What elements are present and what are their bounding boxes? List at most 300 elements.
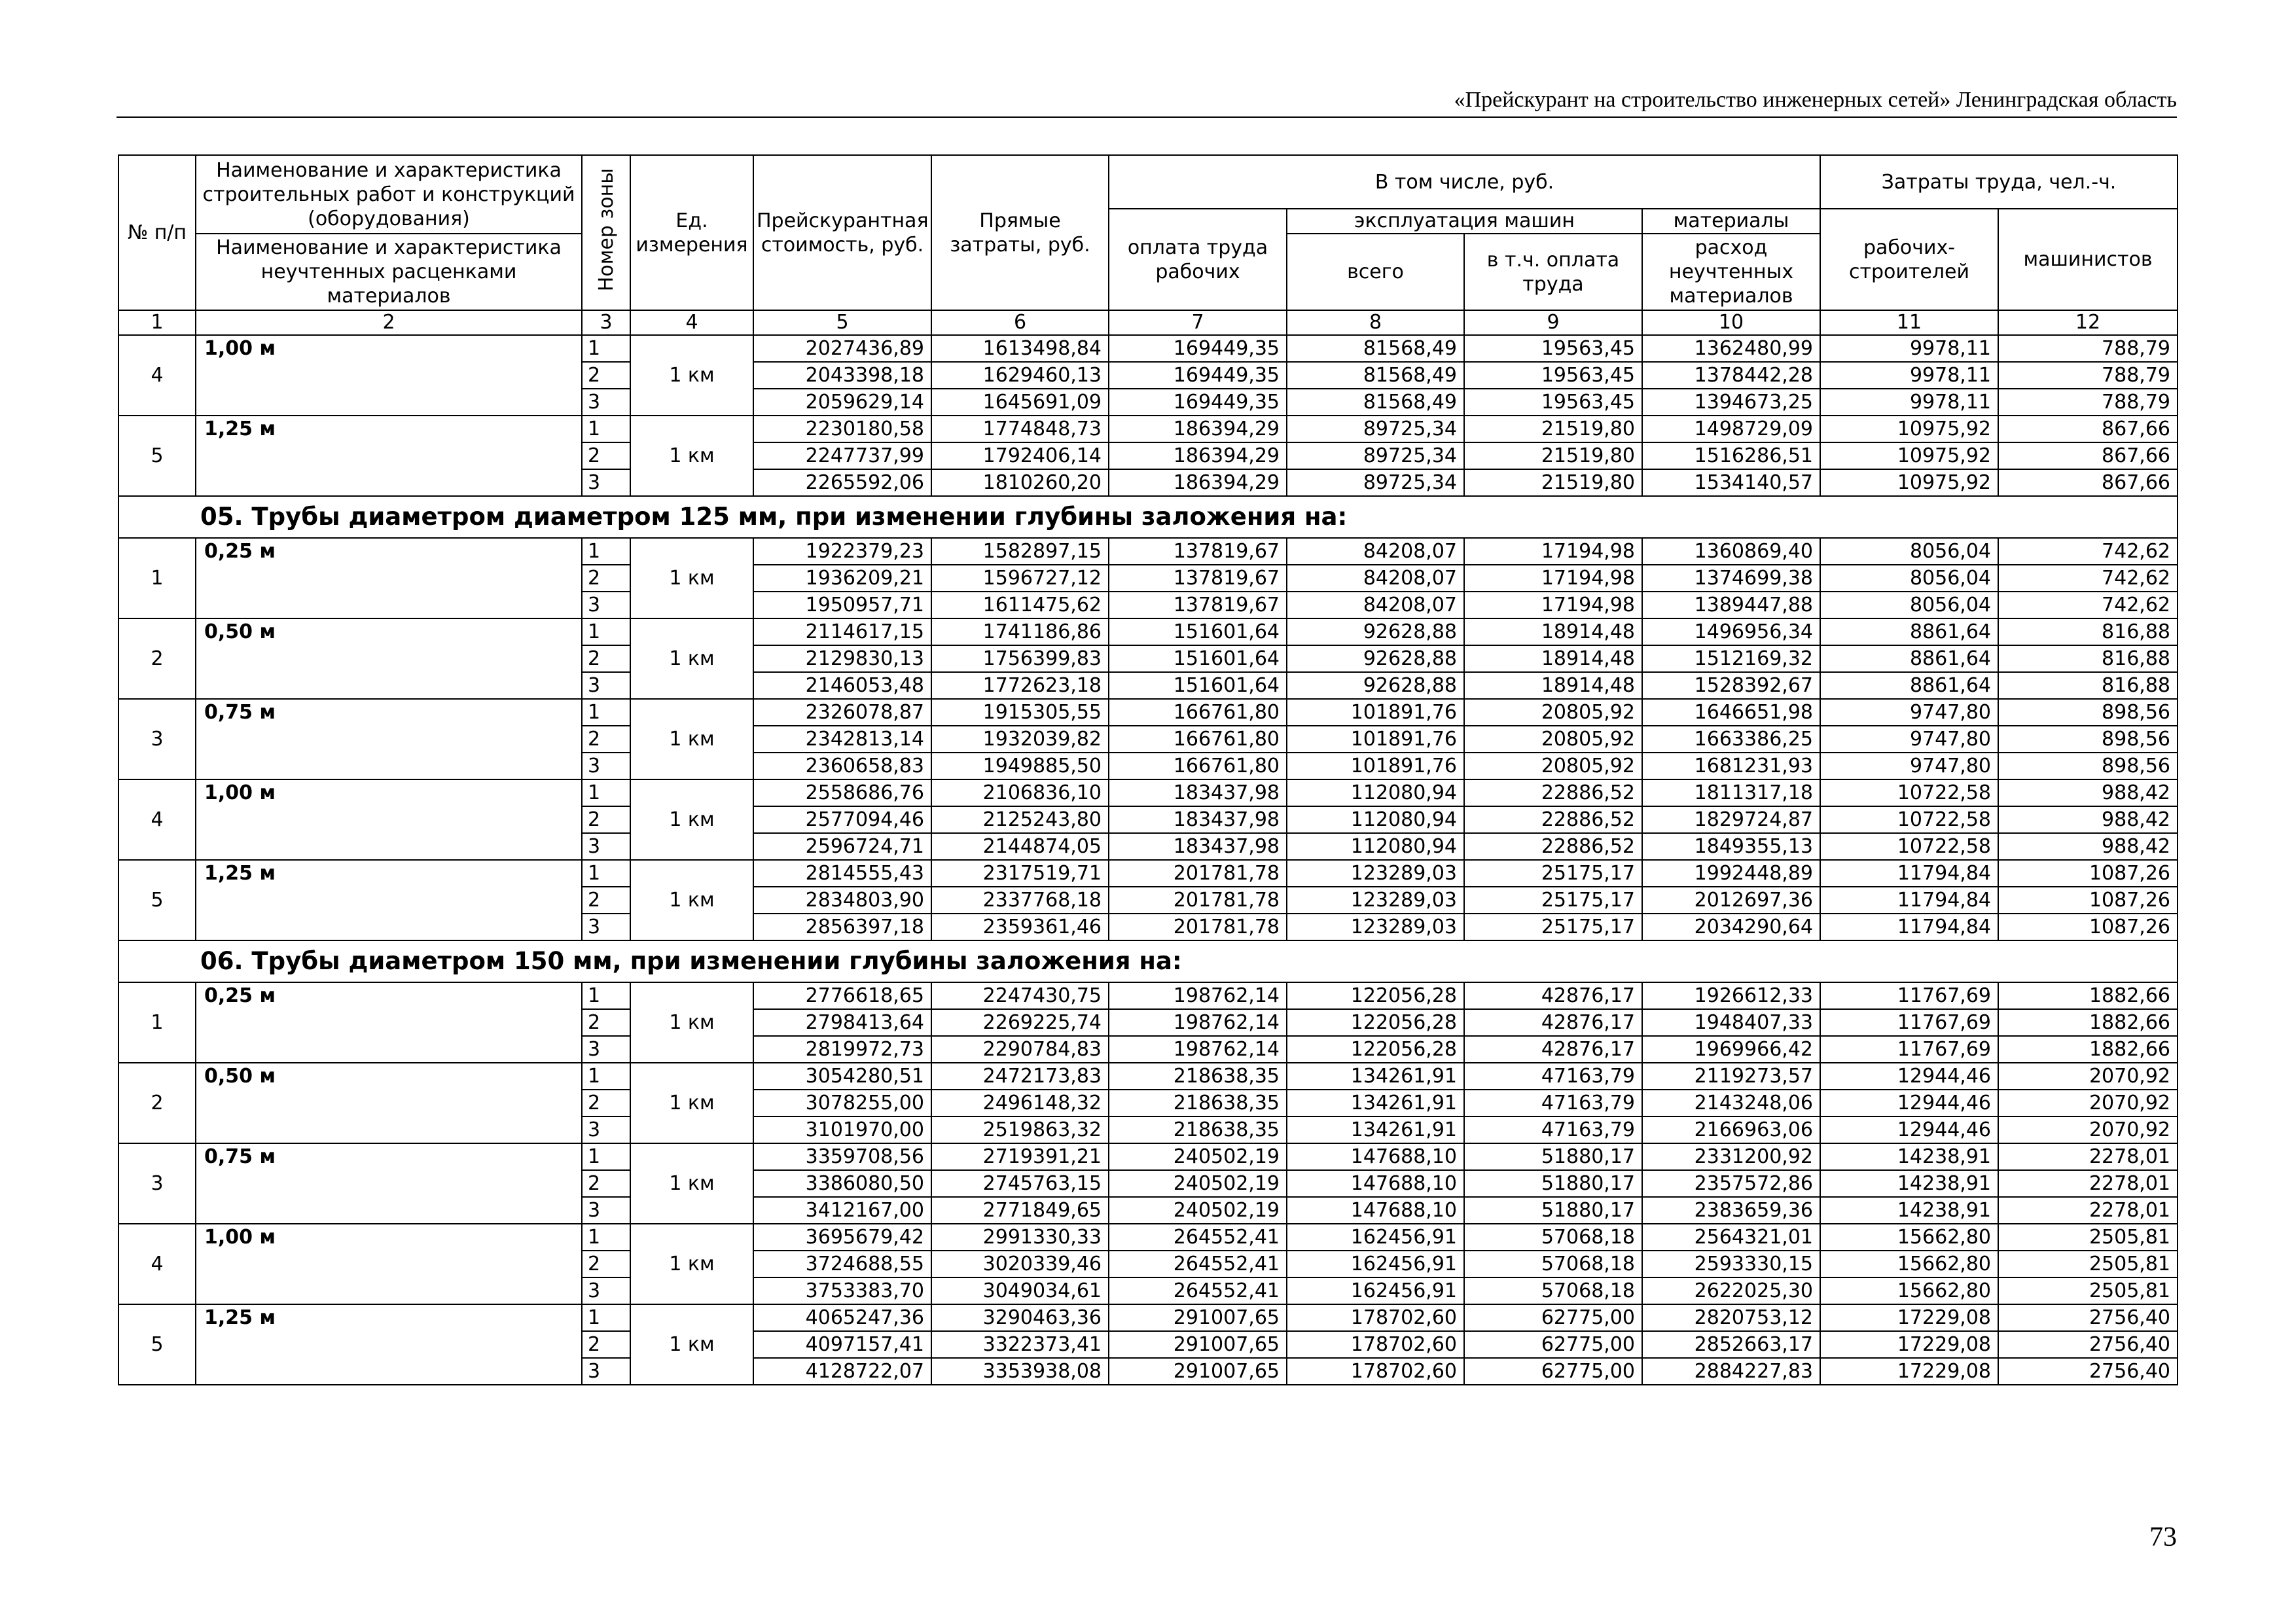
labor-pay-cell: 198762,14 — [1109, 1009, 1287, 1036]
materials-cell: 1378442,28 — [1642, 362, 1820, 389]
machines-total-cell: 134261,91 — [1287, 1063, 1464, 1090]
machines-total-cell: 122056,28 — [1287, 1036, 1464, 1063]
zone-cell: 3 — [582, 672, 630, 699]
direct-cost-cell: 1792406,14 — [931, 442, 1109, 469]
column-number-cell: 11 — [1820, 310, 1998, 335]
unit-cell: 1 км — [630, 982, 753, 1063]
header-labor-costs: Затраты труда, чел.-ч. — [1820, 155, 2178, 209]
workers-labor-cell: 8861,64 — [1820, 645, 1998, 672]
column-number-cell: 2 — [196, 310, 582, 335]
direct-cost-cell: 2991330,33 — [931, 1224, 1109, 1251]
machines-total-cell: 89725,34 — [1287, 416, 1464, 442]
machines-total-cell: 123289,03 — [1287, 887, 1464, 914]
machinists-labor-cell: 2070,92 — [1998, 1090, 2178, 1116]
machines-total-cell: 92628,88 — [1287, 645, 1464, 672]
direct-cost-cell: 1915305,55 — [931, 699, 1109, 726]
materials-cell: 1969966,42 — [1642, 1036, 1820, 1063]
labor-pay-cell: 169449,35 — [1109, 335, 1287, 362]
direct-cost-cell: 1774848,73 — [931, 416, 1109, 442]
workers-labor-cell: 8861,64 — [1820, 618, 1998, 645]
row-number-cell: 2 — [118, 618, 196, 699]
materials-cell: 1512169,32 — [1642, 645, 1820, 672]
machines-labor-cell: 51880,17 — [1464, 1143, 1642, 1170]
direct-cost-cell: 2144874,05 — [931, 833, 1109, 860]
labor-pay-cell: 240502,19 — [1109, 1143, 1287, 1170]
direct-cost-cell: 2125243,80 — [931, 806, 1109, 833]
price-cell: 3054280,51 — [753, 1063, 931, 1090]
machines-total-cell: 134261,91 — [1287, 1116, 1464, 1143]
column-number-cell: 7 — [1109, 310, 1287, 335]
item-name-cell: 0,50 м — [196, 618, 582, 699]
price-cell: 3078255,00 — [753, 1090, 931, 1116]
zone-cell: 2 — [582, 1170, 630, 1197]
price-cell: 2326078,87 — [753, 699, 931, 726]
labor-pay-cell: 183437,98 — [1109, 806, 1287, 833]
direct-cost-cell: 3290463,36 — [931, 1304, 1109, 1331]
materials-cell: 2357572,86 — [1642, 1170, 1820, 1197]
materials-cell: 2852663,17 — [1642, 1331, 1820, 1358]
row-number-cell: 4 — [118, 779, 196, 860]
price-cell: 2819972,73 — [753, 1036, 931, 1063]
direct-cost-cell: 3020339,46 — [931, 1251, 1109, 1277]
header-zone-label: Номер зоны — [594, 168, 618, 292]
header-materials: материалы — [1642, 209, 1820, 234]
row-number-cell: 5 — [118, 1304, 196, 1385]
machines-total-cell: 123289,03 — [1287, 914, 1464, 940]
machinists-labor-cell: 867,66 — [1998, 469, 2178, 496]
column-number-cell: 8 — [1287, 310, 1464, 335]
machines-total-cell: 81568,49 — [1287, 335, 1464, 362]
zone-cell: 2 — [582, 1331, 630, 1358]
price-cell: 3359708,56 — [753, 1143, 931, 1170]
workers-labor-cell: 9747,80 — [1820, 753, 1998, 779]
machines-total-cell: 101891,76 — [1287, 726, 1464, 753]
workers-labor-cell: 11794,84 — [1820, 860, 1998, 887]
machines-total-cell: 162456,91 — [1287, 1277, 1464, 1304]
labor-pay-cell: 151601,64 — [1109, 618, 1287, 645]
direct-cost-cell: 1949885,50 — [931, 753, 1109, 779]
column-number-cell: 3 — [582, 310, 630, 335]
zone-cell: 1 — [582, 1143, 630, 1170]
unit-cell: 1 км — [630, 618, 753, 699]
workers-labor-cell: 12944,46 — [1820, 1090, 1998, 1116]
zone-cell: 1 — [582, 538, 630, 565]
machinists-labor-cell: 2278,01 — [1998, 1197, 2178, 1224]
zone-cell: 3 — [582, 1358, 630, 1385]
section-heading-row — [118, 496, 2178, 538]
machinists-labor-cell: 788,79 — [1998, 362, 2178, 389]
price-cell: 1922379,23 — [753, 538, 931, 565]
materials-cell: 2143248,06 — [1642, 1090, 1820, 1116]
price-cell: 2856397,18 — [753, 914, 931, 940]
labor-pay-cell: 218638,35 — [1109, 1090, 1287, 1116]
machinists-labor-cell: 898,56 — [1998, 726, 2178, 753]
row-number-cell: 5 — [118, 860, 196, 940]
labor-pay-cell: 151601,64 — [1109, 645, 1287, 672]
zone-cell: 3 — [582, 389, 630, 416]
machines-labor-cell: 21519,80 — [1464, 442, 1642, 469]
zone-cell: 3 — [582, 1036, 630, 1063]
machines-labor-cell: 17194,98 — [1464, 538, 1642, 565]
header-machines-labor: в т.ч. оплата труда — [1464, 234, 1642, 310]
table-row — [118, 779, 2178, 806]
workers-labor-cell: 10975,92 — [1820, 442, 1998, 469]
direct-cost-cell: 1810260,20 — [931, 469, 1109, 496]
workers-labor-cell: 15662,80 — [1820, 1224, 1998, 1251]
labor-pay-cell: 186394,29 — [1109, 442, 1287, 469]
machines-labor-cell: 42876,17 — [1464, 982, 1642, 1009]
row-number-cell: 4 — [118, 335, 196, 416]
labor-pay-cell: 137819,67 — [1109, 565, 1287, 592]
price-cell: 2043398,18 — [753, 362, 931, 389]
labor-pay-cell: 186394,29 — [1109, 469, 1287, 496]
header-labor-pay: оплата труда рабочих — [1109, 209, 1287, 310]
header-name-works: Наименование и характеристика строительных работ и конструкций (оборудования) — [196, 155, 582, 234]
machinists-labor-cell: 788,79 — [1998, 389, 2178, 416]
page-number: 73 — [2149, 1522, 2177, 1552]
machines-total-cell: 122056,28 — [1287, 982, 1464, 1009]
machines-labor-cell: 62775,00 — [1464, 1304, 1642, 1331]
machines-labor-cell: 21519,80 — [1464, 469, 1642, 496]
machines-total-cell: 123289,03 — [1287, 860, 1464, 887]
table-row — [118, 416, 2178, 442]
header-machines-total: всего — [1287, 234, 1464, 310]
workers-labor-cell: 8861,64 — [1820, 672, 1998, 699]
header-materials-usage: расход неучтенных материалов — [1642, 234, 1820, 310]
materials-cell: 1394673,25 — [1642, 389, 1820, 416]
machinists-labor-cell: 867,66 — [1998, 416, 2178, 442]
price-cell: 3412167,00 — [753, 1197, 931, 1224]
direct-cost-cell: 1756399,83 — [931, 645, 1109, 672]
row-number-cell: 2 — [118, 1063, 196, 1143]
zone-cell: 1 — [582, 860, 630, 887]
table-row — [118, 982, 2178, 1009]
machines-total-cell: 112080,94 — [1287, 806, 1464, 833]
machinists-labor-cell: 816,88 — [1998, 618, 2178, 645]
workers-labor-cell: 11794,84 — [1820, 887, 1998, 914]
labor-pay-cell: 201781,78 — [1109, 887, 1287, 914]
workers-labor-cell: 17229,08 — [1820, 1304, 1998, 1331]
workers-labor-cell: 10975,92 — [1820, 416, 1998, 442]
machines-labor-cell: 51880,17 — [1464, 1170, 1642, 1197]
direct-cost-cell: 2745763,15 — [931, 1170, 1109, 1197]
price-cell: 4128722,07 — [753, 1358, 931, 1385]
workers-labor-cell: 11767,69 — [1820, 1009, 1998, 1036]
table-row — [118, 860, 2178, 887]
workers-labor-cell: 9747,80 — [1820, 699, 1998, 726]
materials-cell: 1948407,33 — [1642, 1009, 1820, 1036]
price-cell: 2360658,83 — [753, 753, 931, 779]
direct-cost-cell: 2317519,71 — [931, 860, 1109, 887]
direct-cost-cell: 1613498,84 — [931, 335, 1109, 362]
machinists-labor-cell: 2505,81 — [1998, 1224, 2178, 1251]
materials-cell: 2622025,30 — [1642, 1277, 1820, 1304]
unit-cell: 1 км — [630, 779, 753, 860]
machines-labor-cell: 25175,17 — [1464, 887, 1642, 914]
direct-cost-cell: 2106836,10 — [931, 779, 1109, 806]
machines-total-cell: 92628,88 — [1287, 672, 1464, 699]
machines-total-cell: 84208,07 — [1287, 592, 1464, 618]
materials-cell: 1681231,93 — [1642, 753, 1820, 779]
zone-cell: 3 — [582, 914, 630, 940]
machines-labor-cell: 47163,79 — [1464, 1090, 1642, 1116]
machinists-labor-cell: 1087,26 — [1998, 914, 2178, 940]
direct-cost-cell: 2247430,75 — [931, 982, 1109, 1009]
price-cell: 4097157,41 — [753, 1331, 931, 1358]
column-number-cell: 9 — [1464, 310, 1642, 335]
materials-cell: 2884227,83 — [1642, 1358, 1820, 1385]
machines-labor-cell: 20805,92 — [1464, 753, 1642, 779]
machines-total-cell: 112080,94 — [1287, 833, 1464, 860]
unit-cell: 1 км — [630, 699, 753, 779]
price-cell: 1936209,21 — [753, 565, 931, 592]
price-cell: 1950957,71 — [753, 592, 931, 618]
price-cell: 2129830,13 — [753, 645, 931, 672]
zone-cell: 1 — [582, 1224, 630, 1251]
header-price: Прейскурантная стоимость, руб. — [753, 155, 931, 310]
labor-pay-cell: 291007,65 — [1109, 1358, 1287, 1385]
row-number-cell: 3 — [118, 699, 196, 779]
machinists-labor-cell: 2505,81 — [1998, 1277, 2178, 1304]
zone-cell: 1 — [582, 699, 630, 726]
machines-labor-cell: 19563,45 — [1464, 389, 1642, 416]
machinists-labor-cell: 816,88 — [1998, 672, 2178, 699]
workers-labor-cell: 10722,58 — [1820, 779, 1998, 806]
unit-cell: 1 км — [630, 1304, 753, 1385]
section-title: 05. Трубы диаметром диаметром 125 мм, при изменении глубины заложения на: — [118, 496, 2178, 538]
machines-labor-cell: 21519,80 — [1464, 416, 1642, 442]
header-num: № п/п — [118, 155, 196, 310]
item-name-cell: 0,25 м — [196, 982, 582, 1063]
labor-pay-cell: 264552,41 — [1109, 1224, 1287, 1251]
machines-total-cell: 147688,10 — [1287, 1143, 1464, 1170]
labor-pay-cell: 183437,98 — [1109, 779, 1287, 806]
machinists-labor-cell: 742,62 — [1998, 592, 2178, 618]
price-cell: 2558686,76 — [753, 779, 931, 806]
labor-pay-cell: 137819,67 — [1109, 538, 1287, 565]
materials-cell: 1374699,38 — [1642, 565, 1820, 592]
machinists-labor-cell: 1882,66 — [1998, 1009, 2178, 1036]
machines-labor-cell: 22886,52 — [1464, 779, 1642, 806]
direct-cost-cell: 3322373,41 — [931, 1331, 1109, 1358]
section-title: 06. Трубы диаметром 150 мм, при изменении глубины заложения на: — [118, 940, 2178, 982]
machines-total-cell: 178702,60 — [1287, 1304, 1464, 1331]
price-cell: 2114617,15 — [753, 618, 931, 645]
zone-cell: 3 — [582, 1116, 630, 1143]
labor-pay-cell: 264552,41 — [1109, 1251, 1287, 1277]
materials-cell: 1528392,67 — [1642, 672, 1820, 699]
zone-cell: 2 — [582, 442, 630, 469]
header-direct: Прямые затраты, руб. — [931, 155, 1109, 310]
machines-labor-cell: 57068,18 — [1464, 1251, 1642, 1277]
column-number-cell: 12 — [1998, 310, 2178, 335]
machines-total-cell: 89725,34 — [1287, 442, 1464, 469]
machines-labor-cell: 62775,00 — [1464, 1358, 1642, 1385]
machinists-labor-cell: 2756,40 — [1998, 1304, 2178, 1331]
workers-labor-cell: 8056,04 — [1820, 565, 1998, 592]
header-unit: Ед. измерения — [630, 155, 753, 310]
machines-total-cell: 81568,49 — [1287, 389, 1464, 416]
direct-cost-cell: 1611475,62 — [931, 592, 1109, 618]
labor-pay-cell: 218638,35 — [1109, 1116, 1287, 1143]
machines-total-cell: 89725,34 — [1287, 469, 1464, 496]
row-number-cell: 5 — [118, 416, 196, 496]
workers-labor-cell: 11767,69 — [1820, 982, 1998, 1009]
direct-cost-cell: 1932039,82 — [931, 726, 1109, 753]
item-name-cell: 0,75 м — [196, 699, 582, 779]
price-cell: 3386080,50 — [753, 1170, 931, 1197]
machines-total-cell: 134261,91 — [1287, 1090, 1464, 1116]
workers-labor-cell: 11794,84 — [1820, 914, 1998, 940]
column-number-cell: 6 — [931, 310, 1109, 335]
machines-labor-cell: 25175,17 — [1464, 914, 1642, 940]
direct-cost-cell: 2290784,83 — [931, 1036, 1109, 1063]
workers-labor-cell: 15662,80 — [1820, 1277, 1998, 1304]
direct-cost-cell: 1741186,86 — [931, 618, 1109, 645]
labor-pay-cell: 264552,41 — [1109, 1277, 1287, 1304]
materials-cell: 1646651,98 — [1642, 699, 1820, 726]
machinists-labor-cell: 2278,01 — [1998, 1143, 2178, 1170]
unit-cell: 1 км — [630, 335, 753, 416]
workers-labor-cell: 10722,58 — [1820, 806, 1998, 833]
labor-pay-cell: 151601,64 — [1109, 672, 1287, 699]
workers-labor-cell: 8056,04 — [1820, 592, 1998, 618]
labor-pay-cell: 186394,29 — [1109, 416, 1287, 442]
price-cell: 2146053,48 — [753, 672, 931, 699]
column-number-cell: 10 — [1642, 310, 1820, 335]
workers-labor-cell: 14238,91 — [1820, 1143, 1998, 1170]
item-name-cell: 0,25 м — [196, 538, 582, 618]
item-name-cell: 1,00 м — [196, 335, 582, 416]
labor-pay-cell: 137819,67 — [1109, 592, 1287, 618]
workers-labor-cell: 9978,11 — [1820, 389, 1998, 416]
machines-labor-cell: 42876,17 — [1464, 1009, 1642, 1036]
machines-labor-cell: 57068,18 — [1464, 1224, 1642, 1251]
zone-cell: 1 — [582, 335, 630, 362]
machines-total-cell: 101891,76 — [1287, 699, 1464, 726]
labor-pay-cell: 183437,98 — [1109, 833, 1287, 860]
zone-cell: 1 — [582, 779, 630, 806]
machines-labor-cell: 47163,79 — [1464, 1063, 1642, 1090]
machinists-labor-cell: 742,62 — [1998, 565, 2178, 592]
direct-cost-cell: 1645691,09 — [931, 389, 1109, 416]
workers-labor-cell: 11767,69 — [1820, 1036, 1998, 1063]
price-cell: 2059629,14 — [753, 389, 931, 416]
machinists-labor-cell: 2070,92 — [1998, 1063, 2178, 1090]
machinists-labor-cell: 988,42 — [1998, 779, 2178, 806]
running-header: «Прейскурант на строительство инженерных сетей» Ленинградская область — [1454, 88, 2177, 112]
zone-cell: 3 — [582, 469, 630, 496]
machinists-labor-cell: 2756,40 — [1998, 1331, 2178, 1358]
materials-cell: 1992448,89 — [1642, 860, 1820, 887]
workers-labor-cell: 9978,11 — [1820, 362, 1998, 389]
table-row — [118, 699, 2178, 726]
materials-cell: 1829724,87 — [1642, 806, 1820, 833]
table-row — [118, 618, 2178, 645]
machines-total-cell: 162456,91 — [1287, 1251, 1464, 1277]
price-cell: 3695679,42 — [753, 1224, 931, 1251]
materials-cell: 2034290,64 — [1642, 914, 1820, 940]
materials-cell: 1362480,99 — [1642, 335, 1820, 362]
unit-cell: 1 км — [630, 1063, 753, 1143]
zone-cell: 2 — [582, 1251, 630, 1277]
item-name-cell: 1,25 м — [196, 1304, 582, 1385]
direct-cost-cell: 3353938,08 — [931, 1358, 1109, 1385]
machinists-labor-cell: 816,88 — [1998, 645, 2178, 672]
machines-labor-cell: 19563,45 — [1464, 362, 1642, 389]
materials-cell: 2564321,01 — [1642, 1224, 1820, 1251]
direct-cost-cell: 1582897,15 — [931, 538, 1109, 565]
row-number-cell: 3 — [118, 1143, 196, 1224]
workers-labor-cell: 17229,08 — [1820, 1331, 1998, 1358]
labor-pay-cell: 169449,35 — [1109, 389, 1287, 416]
labor-pay-cell: 201781,78 — [1109, 860, 1287, 887]
item-name-cell: 1,25 м — [196, 416, 582, 496]
materials-cell: 2820753,12 — [1642, 1304, 1820, 1331]
machinists-labor-cell: 988,42 — [1998, 833, 2178, 860]
zone-cell: 3 — [582, 753, 630, 779]
header-workers: рабочих-строителей — [1820, 209, 1998, 310]
table-row — [118, 538, 2178, 565]
machines-labor-cell: 20805,92 — [1464, 726, 1642, 753]
price-cell: 2814555,43 — [753, 860, 931, 887]
column-number-cell: 1 — [118, 310, 196, 335]
price-cell: 2776618,65 — [753, 982, 931, 1009]
zone-cell: 2 — [582, 806, 630, 833]
machinists-labor-cell: 988,42 — [1998, 806, 2178, 833]
price-cell: 3101970,00 — [753, 1116, 931, 1143]
labor-pay-cell: 240502,19 — [1109, 1170, 1287, 1197]
header-row-1 — [118, 155, 2178, 209]
machines-labor-cell: 62775,00 — [1464, 1331, 1642, 1358]
direct-cost-cell: 2519863,32 — [931, 1116, 1109, 1143]
machinists-labor-cell: 2278,01 — [1998, 1170, 2178, 1197]
workers-labor-cell: 14238,91 — [1820, 1197, 1998, 1224]
price-cell: 2834803,90 — [753, 887, 931, 914]
machinists-labor-cell: 1087,26 — [1998, 887, 2178, 914]
table-body — [118, 335, 2178, 1385]
column-number-row — [118, 310, 2178, 335]
labor-pay-cell: 198762,14 — [1109, 1036, 1287, 1063]
zone-cell: 1 — [582, 416, 630, 442]
materials-cell: 2166963,06 — [1642, 1116, 1820, 1143]
zone-cell: 2 — [582, 645, 630, 672]
workers-labor-cell: 10975,92 — [1820, 469, 1998, 496]
machines-total-cell: 147688,10 — [1287, 1170, 1464, 1197]
zone-cell: 3 — [582, 833, 630, 860]
header-name-materials: Наименование и характеристика неучтенных расценками материалов — [196, 234, 582, 310]
row-number-cell: 1 — [118, 982, 196, 1063]
machinists-labor-cell: 1882,66 — [1998, 1036, 2178, 1063]
zone-cell: 2 — [582, 362, 630, 389]
zone-cell: 2 — [582, 565, 630, 592]
machines-total-cell: 162456,91 — [1287, 1224, 1464, 1251]
column-number-cell: 5 — [753, 310, 931, 335]
direct-cost-cell: 2337768,18 — [931, 887, 1109, 914]
zone-cell: 2 — [582, 726, 630, 753]
machines-labor-cell: 17194,98 — [1464, 565, 1642, 592]
unit-cell: 1 км — [630, 1143, 753, 1224]
direct-cost-cell: 2359361,46 — [931, 914, 1109, 940]
materials-cell: 1534140,57 — [1642, 469, 1820, 496]
materials-cell: 1926612,33 — [1642, 982, 1820, 1009]
unit-cell: 1 км — [630, 860, 753, 940]
materials-cell: 1663386,25 — [1642, 726, 1820, 753]
machines-labor-cell: 17194,98 — [1464, 592, 1642, 618]
materials-cell: 2383659,36 — [1642, 1197, 1820, 1224]
direct-cost-cell: 1629460,13 — [931, 362, 1109, 389]
header-zone — [582, 155, 630, 310]
